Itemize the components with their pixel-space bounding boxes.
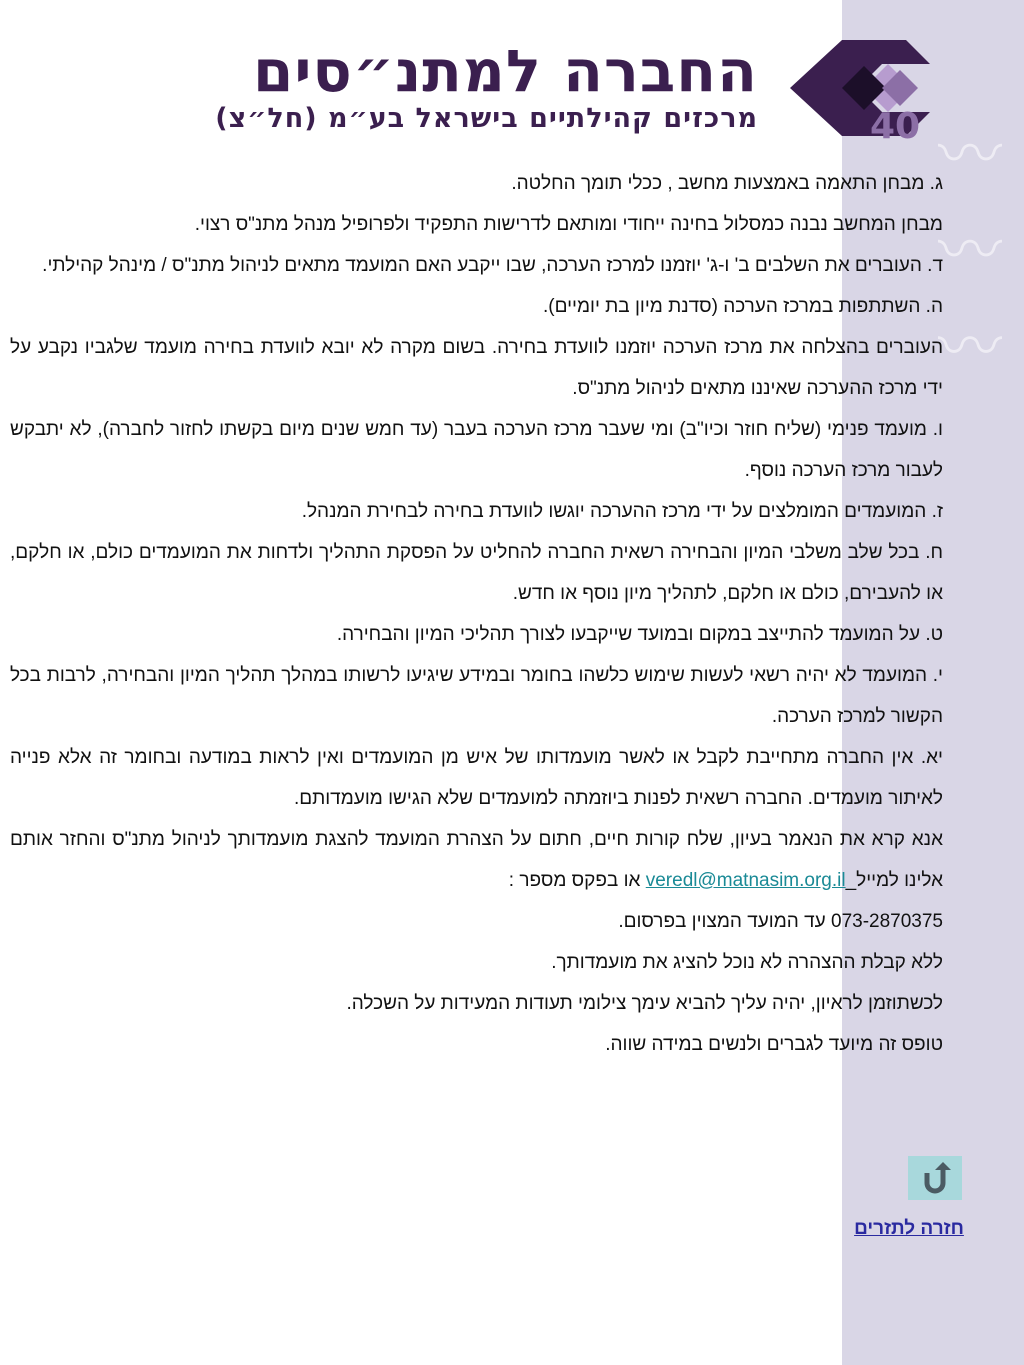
back-button[interactable] — [908, 1156, 962, 1200]
paragraph-y: י. המועמד לא יהיה רשאי לעשות שימוש כלשהו בחומר ובמידע שיגיעו לרשותו במהלך תהליך המיון והבחירה, לרבות בכל הקשור למרכז הערכה. — [10, 665, 943, 727]
paragraph-v: ו. מועמד פנימי (שליח חוזר וכיו"ב) ומי שעבר מרכז הערכה בעבר (עד חמש שנים מיום בקשתו לחזור לחברה), לא יתבקש לעבור מרכז הערכה נוסף. — [10, 419, 943, 481]
document-body — [10, 163, 943, 1065]
paragraph-fax-number: 073-2870375 עד המועד המצוין בפרסום. — [618, 911, 943, 932]
paragraph-ch: ח. בכל שלב משלבי המיון והבחירה רשאית החברה להחליט על הפסקת התהליך ולדחות את המועמדים כולם, או חלקם, או להעבירם, כולם או חלקם, לתהליך מיון נוסף או חדש. — [10, 542, 943, 604]
instructions-text: אנא קרא את הנאמר בעיון, שלח קורות חיים, חתום על הצהרת המועמד להצגת מועמדותך לניהול מתנ"ס והחזר אותם אלינו למייל_ — [10, 829, 943, 891]
logo-subtitle: מרכזים קהילתיים בישראל בע״מ (חל״צ) — [215, 103, 758, 134]
paragraph-interview: לכשתוזמן לראיון, יהיה עליך להביא עימך צילומי תעודות המעידות על השכלה. — [346, 993, 943, 1014]
paragraph-declaration: ללא קבלת ההצהרה לא נוכל להציג את מועמדותך. — [551, 952, 943, 973]
paragraph-t: ט. על המועמד להתייצב במקום ובמועד שייקבעו לצורך תהליכי המיון והבחירה. — [336, 624, 943, 645]
email-link[interactable]: veredl@matnasim.org.il — [645, 870, 846, 891]
return-arrow-icon — [918, 1161, 952, 1195]
back-to-flow-link[interactable]: חזרה לתזרים — [854, 1218, 964, 1239]
paragraph-h: ה. השתתפות במרכז הערכה (סדנת מיון בת יומיים). — [542, 296, 943, 317]
paragraph-instructions — [10, 819, 943, 901]
paragraph-z: ז. המועמדים המומלצים על ידי מרכז ההערכה יוגשו לוועדת בחירה לבחירת המנהל. — [301, 501, 943, 522]
diamond-logo-icon — [760, 36, 960, 148]
logo-title: החברה למתנ״סים — [252, 37, 758, 105]
logo-text-block — [58, 37, 758, 136]
paragraph-g: ג. מבחן התאמה באמצעות מחשב , ככלי תומך החלטה. — [511, 173, 943, 194]
header-logo — [40, 30, 970, 150]
sidebar-decoration: 〰 〰 〰 — [927, 120, 1001, 383]
paragraph-ya: יא. אין החברה מתחייבת לקבל או לאשר מועמדותו של איש מן המועמדים ואין לראות במודעה ובחומר זה אלא פנייה לאיתור מועמדים. החברה רשאית לפנות ביוזמתה למועמדים שלא הגישו מועמדותם. — [10, 747, 943, 809]
paragraph-d: ד. העוברים את השלבים ב' ו-ג' יוזמנו למרכז הערכה, שבו ייקבע האם המועמד מתאים לניהול מתנ"ס / מינהל קהילתי. — [42, 255, 943, 276]
paragraph-computer-test: מבחן המחשב נבנה כמסלול בחינה ייחודי ומותאם לדרישות התפקיד ולפרופיל מנהל מתנ"ס רצוי. — [194, 214, 943, 235]
paragraph-assessment-pass: העוברים בהצלחה את מרכז הערכה יוזמנו לוועדת בחירה. בשום מקרה לא יובא לוועדת בחירה מועמד שלגביו נקבע על ידי מרכז ההערכה שאיננו מתאים לניהול מתנ"ס. — [10, 337, 943, 399]
logo-number: 40 — [870, 106, 921, 147]
fax-text: או בפקס מספר : — [508, 870, 646, 891]
paragraph-gender: טופס זה מיועד לגברים ולנשים במידה שווה. — [605, 1034, 943, 1055]
